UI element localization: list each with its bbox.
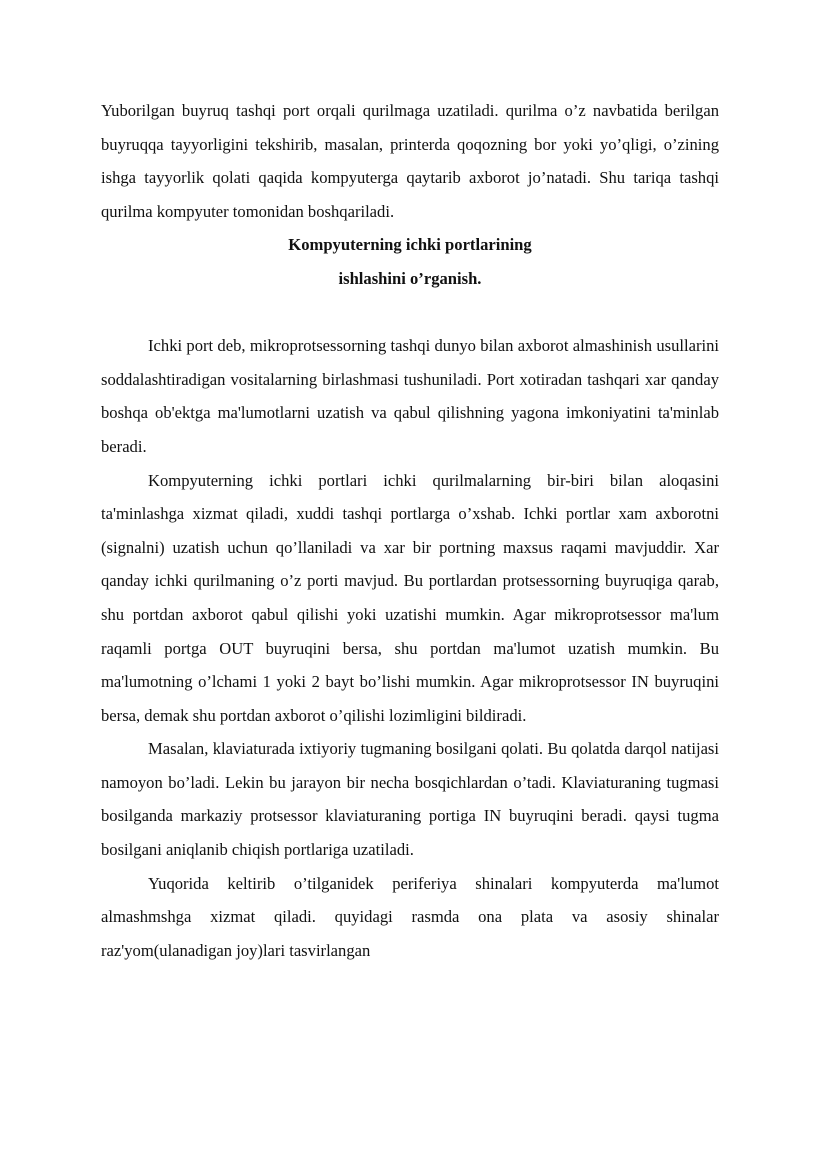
document-body xyxy=(101,94,719,967)
section-heading-line1: Kompyuterning ichki portlarining xyxy=(288,235,532,255)
paragraph-keyboard-example: Masalan, klaviaturada ixtiyoriy tugmaning bosilgani qolati. Bu qolatda darqol natijasi namoyon bo’ladi. Lekin bu jarayon bir necha bosqichlardan o’tadi. Klaviaturaning tugmasi bosilganda markaziy protsessor klaviaturaning portiga IN buyruqini beradi. qaysi tugma bosilgani aniqlanib chiqish portlariga uzatiladi. xyxy=(101,739,719,860)
paragraph-internal-port-definition: Ichki port deb, mikroprotsessorning tashqi dunyo bilan axborot almashinish usullarini soddalashtiradigan vositalarning birlashmasi tushuniladi. Port xotiradan tashqari xar qanday boshqa ob'ektga ma'lumotlarni uzatish va qabul qilishning yagona imkoniyatini ta'minlab beradi. xyxy=(101,336,719,456)
paragraph-internal-ports-function: Kompyuterning ichki portlari ichki qurilmalarning bir-biri bilan aloqasini ta'minlashga xizmat qiladi, xuddi tashqi portlarga o’xshab. Ichki portlar xam axborotni (signalni) uzatish uchun qo’llaniladi va xar bir portning maxsus raqami mavjuddir. Xar qanday ichki qurilmaning o’z porti mavjud. Bu portlardan protsessorning buyruqiga qarab, shu portdan axborot qabul qilishi yoki uzatishi mumkin. Agar mikroprotsessor ma'lum raqamli portga OUT buyruqini bersa, shu portdan ma'lumot uzatish mumkin. Bu ma'lumotning o’lchami 1 yoki 2 bayt bo’lishi mumkin. Agar mikroprotsessor IN buyruqini bersa, demak shu portdan axborot o’qilishi lozimligini bildiradi. xyxy=(101,470,719,725)
intro-paragraph: Yuborilgan buyruq tashqi port orqali qurilmaga uzatiladi. qurilma o’z navbatida berilgan buyruqqa tayyorligini tekshirib, masalan, printerda qoqozning bor yoki yo’qligi, o’zining ishga tayyorlik qolati qaqida kompyuterga qaytarib axborot jo’natadi. Shu tariqa tashqi qurilma kompyuter tomonidan boshqariladi. xyxy=(101,101,719,221)
section-heading-line2: ishlashini o’rganish. xyxy=(338,268,482,288)
blank-line xyxy=(101,296,719,330)
paragraph-peripheral-buses: Yuqorida keltirib o’tilganidek periferiya shinalari kompyuterda ma'lumot almashmshga xizmat qiladi. quyidagi rasmda ona plata va asosiy shinalar raz'yom(ulanadigan joy)lari tasvirlangan xyxy=(101,873,719,960)
